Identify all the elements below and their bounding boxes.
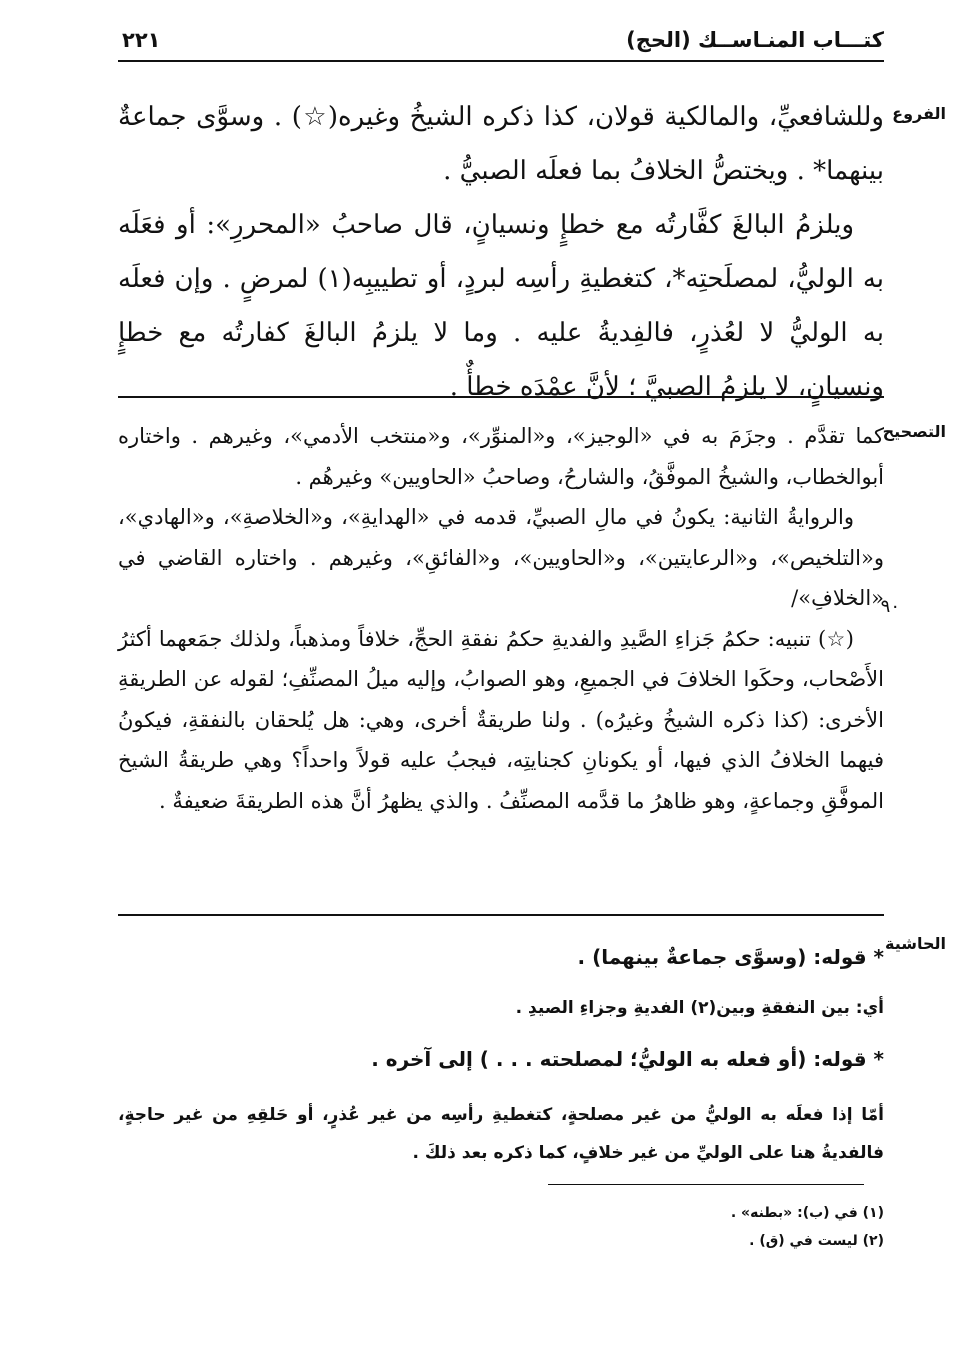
tashih-paragraph-1: كما تقدَّم . وجزَمَ به في «الوجيز»، و«المنوِّر»، و«منتخب الأدمي»، وغيرهم . واختاره أبوالخطاب، والشيخُ الموفَّقُ، والشارحُ، وصاحبُ «الحاويين» وغيرهُم . bbox=[118, 424, 884, 489]
furu-paragraph-1: وللشافعيِّ، والمالكية قولان، كذا ذكره الشيخُ وغيره(☆) . وسوَّى جماعةٌ بينهما* . ويختصُّ الخلافُ بما فعلَه الصبيُّ . bbox=[118, 102, 884, 186]
page-number: ٢٢١ bbox=[122, 28, 161, 52]
hashia-section bbox=[118, 942, 884, 1172]
hashia-quote-1: * قوله: (وسوَّى جماعةٌ بينهما) . bbox=[577, 945, 884, 969]
header-rule bbox=[118, 60, 884, 62]
page-header bbox=[118, 26, 884, 60]
running-title: كتـــاب المنـاســك (الحج) bbox=[626, 28, 884, 52]
section-divider bbox=[118, 914, 884, 916]
side-label-furu: الفروع bbox=[892, 104, 946, 123]
hashia-quote-2: * قوله: (أو فعله به الوليُّ؛ لمصلحته . . . ) إلى آخره . bbox=[371, 1047, 884, 1071]
footnote-1: (١) في (ب): «بطنه» . bbox=[730, 1205, 884, 1221]
tashih-note: (☆) تنبيه: حكمُ جَزاءِ الصَّيدِ والفديةِ حكمُ نفقةِ الحجِّ، خلافاً ومذهباً، ولذلك جمَعهما أكثرُ الأَصْحاب، وحكَوا الخلافَ في الجميعِ، وهو الصوابُ، وإليه ميلُ المصنِّفِ؛ لقوله عن الطريقةِ الأخرى: (كذا ذكره الشيخُ وغيرُه) . ولنا طريقةٌ أخرى، وهي: هل يُلحقان بالنفقةِ، فيكونُ فيهما الخلافُ الذي فيها، أو يكونانِ كجنايتِه، فيجبُ عليه قولاً واحداً؟ وهي طريقةُ الشيخ الموفَّقِ وجماعةٍ، وهو ظاهرُ ما قدَّمه المصنِّفُ . والذي يظهرُ أنَّ هذه الطريقةَ ضعيفةٌ . bbox=[118, 626, 884, 813]
furu-paragraph-2: ويلزمُ البالغَ كفَّارتُه مع خطإٍ ونسيانٍ، قال صاحبُ «المحررِ»: أو فعَلَه به الوليُّ، لمصلَحتِه*، كتغطيةِ رأسِه لبردٍ، أو تطييبِه(١) لمرضٍ . وإن فعلَه به الوليُّ لا لعُذرٍ، فالفِديةُ عليه . وما لا يلزمُ البالغَ كفارتُه مع خطإٍ ونسيانٍ، لا يلزمُ الصبيَّ ؛ لأنَّ عمْدَه خطأٌ . bbox=[118, 210, 884, 402]
side-label-tashih: التصحيح bbox=[882, 422, 946, 441]
tashih-section bbox=[118, 416, 884, 821]
side-page-reference: ٩٠ bbox=[880, 596, 900, 617]
side-label-hashia: الحاشية bbox=[885, 934, 946, 953]
furu-section bbox=[118, 90, 884, 414]
footnote-2: (٢) ليست في (ق) . bbox=[749, 1233, 884, 1249]
hashia-comment-2: أمّا إذا فعلَه به الوليُّ من غير مصلحةٍ، كتغطيةِ رأسِه من غير عُذرٍ، أو حَلقِهِ من غير حاجةٍ، فالفديةُ هنا على الوليِّ من غير خلافٍ، كما ذكره بعد ذلكَ . bbox=[118, 1105, 884, 1163]
hashia-comment-1: أي: بين النفقةِ وبين(٢) الفديةِ وجزاءِ الصيدِ . bbox=[515, 998, 884, 1018]
section-divider bbox=[118, 396, 884, 398]
tashih-paragraph-2: والروايةُ الثانية: يكونُ في مالِ الصبيِّ، قدمه في «الهدايةِ»، و«الخلاصةِ»، و«الهادي»، و«التلخيص»، و«الرعايتين»، و«الحاويين»، و«الفائقِ»، وغيرهم . واختاره القاضي في «الخلافِ»/ bbox=[118, 505, 884, 610]
footnote-rule bbox=[548, 1184, 864, 1185]
